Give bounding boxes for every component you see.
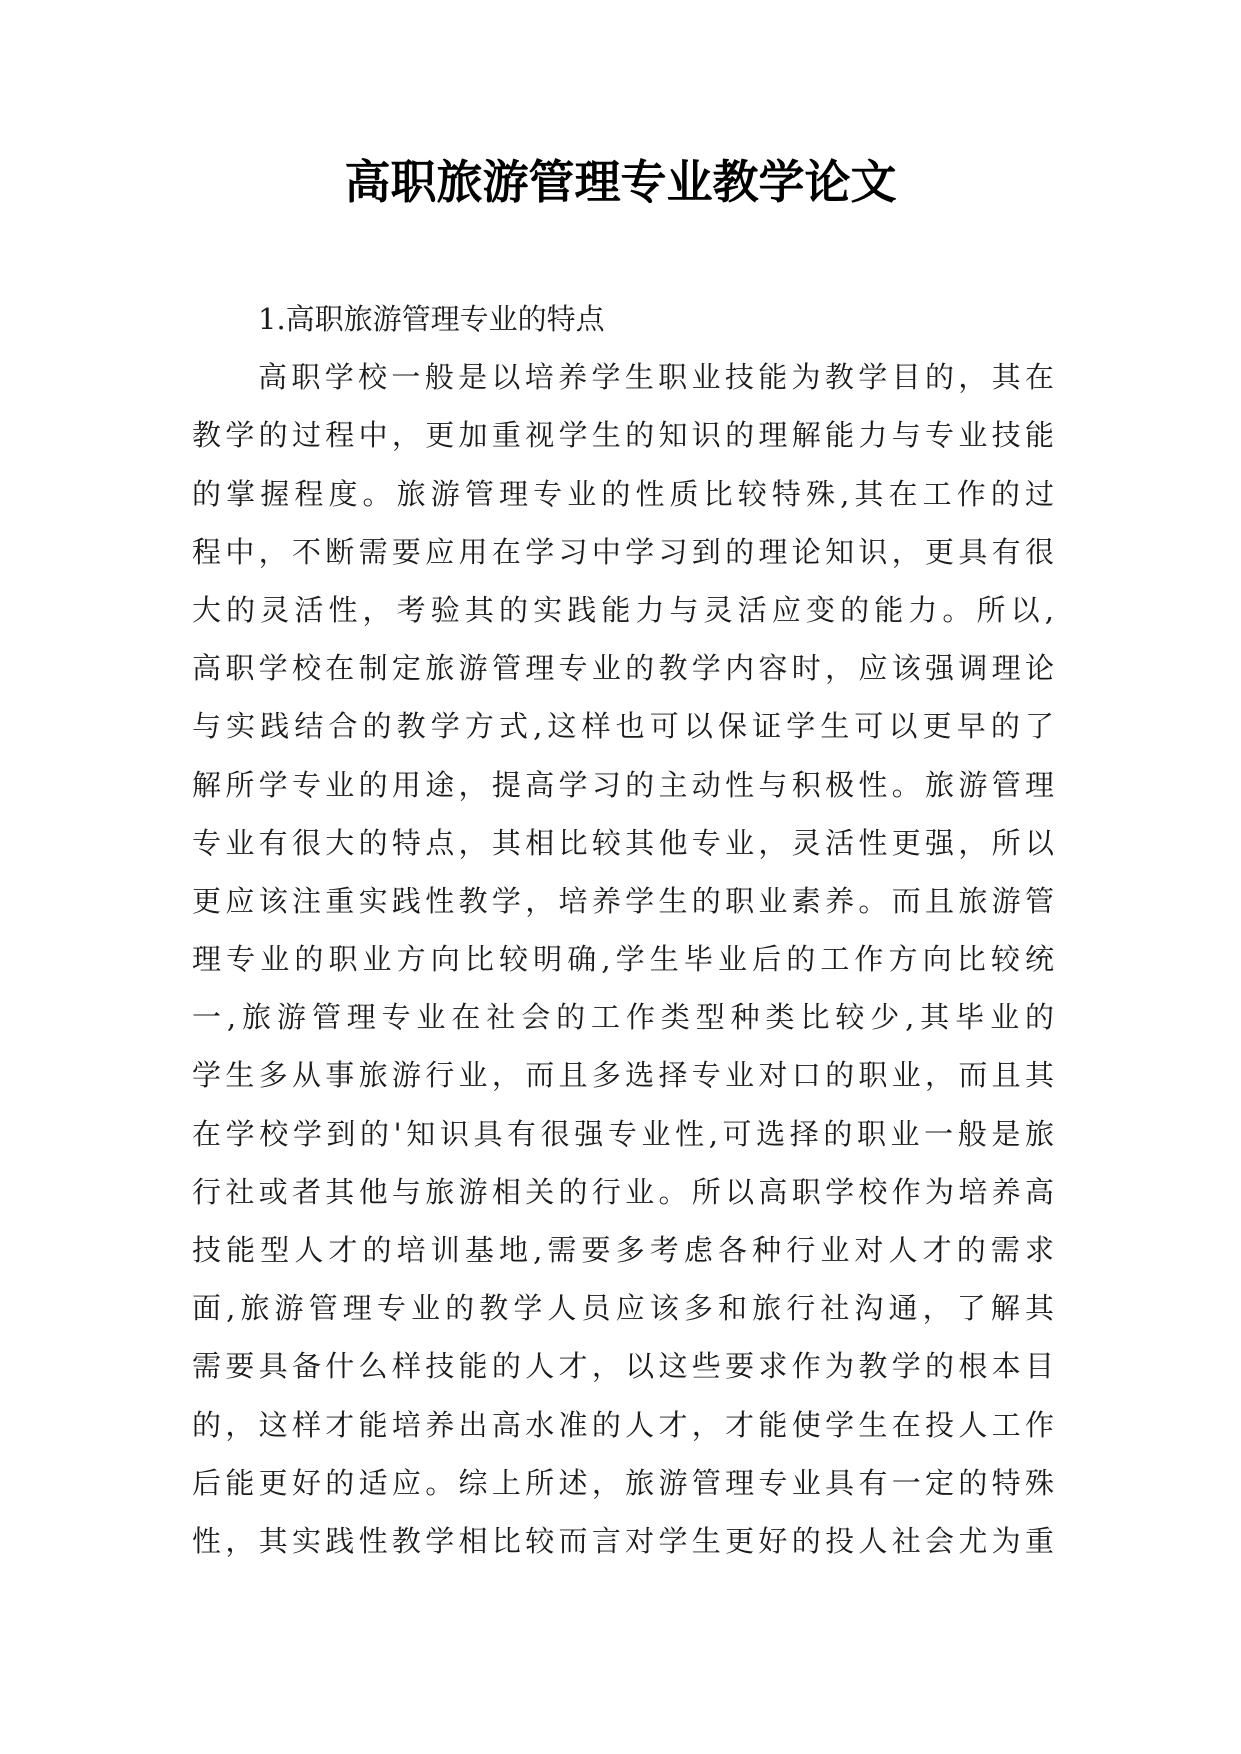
paragraph-line: 高职学校一般是以培养学生职业技能为教学目的，其在 xyxy=(258,360,1054,395)
paragraph-line: 程中，不断需要应用在学习中学习到的理论知识，更具有很 xyxy=(192,534,1054,569)
paragraph-line: 教学的过程中，更加重视学生的知识的理解能力与专业技能 xyxy=(192,418,1054,453)
paragraph-line: 的，这样才能培养出高水准的人才，才能使学生在投人工作 xyxy=(192,1407,1054,1442)
paragraph-line: 高职学校在制定旅游管理专业的教学内容时，应该强调理论 xyxy=(192,651,1054,686)
paragraph-line: 理专业的职业方向比较明确,学生毕业后的工作方向比较统 xyxy=(192,942,1054,977)
paragraph-line: 后能更好的适应。综上所述，旅游管理专业具有一定的特殊 xyxy=(192,1465,1054,1500)
paragraph-line: 技能型人才的培训基地,需要多考虑各种行业对人才的需求 xyxy=(192,1233,1054,1267)
section-heading: 1.高职旅游管理专业的特点 xyxy=(258,302,605,336)
document-body xyxy=(192,290,1054,1570)
paragraph-line: 需要具备什么样技能的人才，以这些要求作为教学的根本目 xyxy=(192,1349,1054,1384)
paragraph-line: 行社或者其他与旅游相关的行业。所以高职学校作为培养高 xyxy=(192,1174,1054,1209)
paragraph-line: 一,旅游管理专业在社会的工作类型种类比较少,其毕业的 xyxy=(192,1000,1054,1035)
paragraph-line: 大的灵活性，考验其的实践能力与灵活应变的能力。所以, xyxy=(192,592,1054,627)
paragraph-line: 与实践结合的教学方式,这样也可以保证学生可以更早的了 xyxy=(192,709,1054,744)
paragraph-line: 更应该注重实践性教学，培养学生的职业素养。而且旅游管 xyxy=(192,883,1054,918)
paragraph-line: 面,旅游管理专业的教学人员应该多和旅行社沟通，了解其 xyxy=(192,1291,1054,1326)
paragraph-line: 性，其实践性教学相比较而言对学生更好的投人社会尤为重 xyxy=(192,1523,1054,1558)
document-title: 高职旅游管理专业教学论文 xyxy=(344,155,897,209)
paragraph-line: 专业有很大的特点，其相比较其他专业，灵活性更强，所以 xyxy=(192,825,1054,860)
paragraph-line: 学生多从事旅游行业，而且多选择专业对口的职业，而且其 xyxy=(192,1058,1054,1093)
paragraph-line: 解所学专业的用途，提高学习的主动性与积极性。旅游管理 xyxy=(192,767,1054,802)
paragraph-line: 的掌握程度。旅游管理专业的性质比较特殊,其在工作的过 xyxy=(192,476,1054,511)
paragraph-line: 在学校学到的'知识具有很强专业性,可选择的职业一般是旅 xyxy=(192,1116,1054,1151)
